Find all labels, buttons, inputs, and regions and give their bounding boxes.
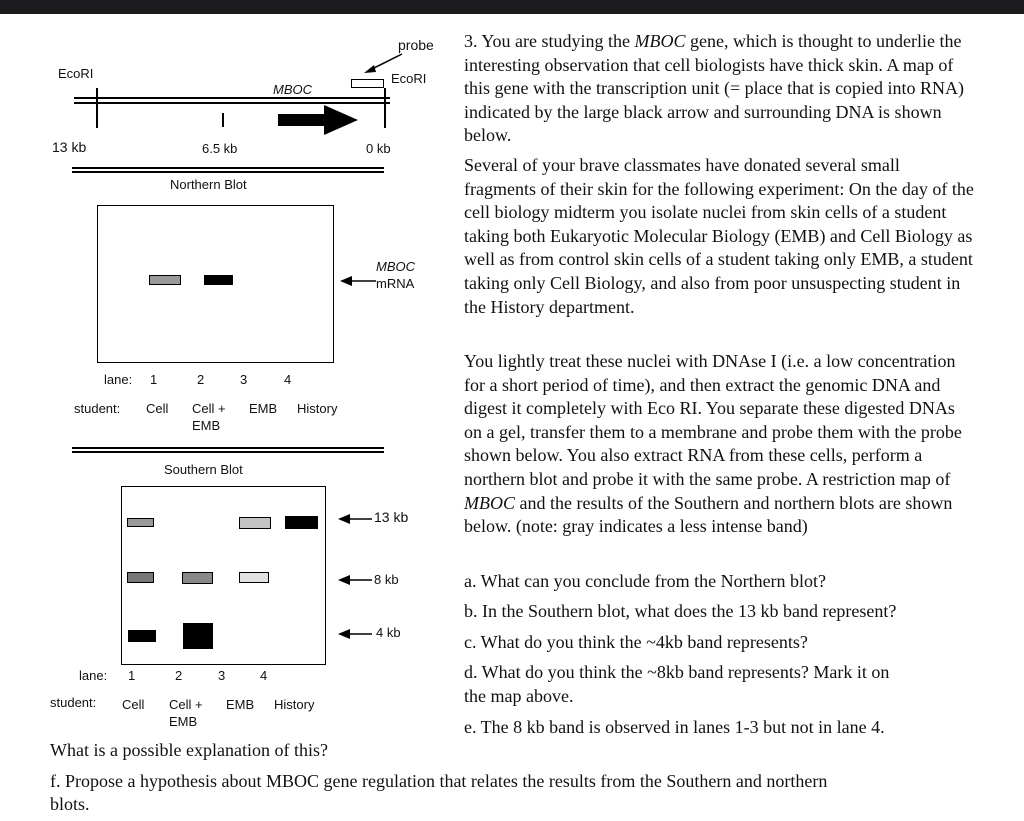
- intro-text-a: You are studying the: [481, 31, 631, 51]
- northern-lane-1: 1: [150, 372, 158, 387]
- dna-line-top: [74, 97, 390, 99]
- southern-student-2-line2: EMB: [169, 714, 198, 729]
- northern-lane-4: 4: [284, 372, 292, 387]
- divider-mid-a: [72, 447, 384, 449]
- southern-band-13kb-lane1: [127, 518, 154, 527]
- northern-lane-2: 2: [197, 372, 205, 387]
- southern-band-8kb-lane3: [239, 572, 269, 583]
- scale-mid-label: 6.5 kb: [202, 141, 238, 156]
- northern-student-2-line2: EMB: [192, 418, 221, 433]
- divider-mid-b: [72, 451, 384, 453]
- question-paragraph-2: Several of your brave classmates have donated several small fragments of their skin for the following experiment: On the day of the cell biology midterm you isolate nuclei from skin cells of a student taking both Eukaryotic Molecular Biology (EMB) and Cell Biology as well as from control skin cells of a student taking only EMB, a student taking only Cell Biology, and also from poor unsuspecting student in the History department.: [464, 155, 974, 317]
- southern-lane-1: 1: [128, 668, 136, 683]
- size-label-4kb: 4 kb: [376, 625, 401, 640]
- southern-band-13kb-lane4: [285, 516, 318, 529]
- southern-student-3: EMB: [226, 697, 255, 712]
- southern-lane-3: 3: [218, 668, 226, 683]
- northern-student-3: EMB: [249, 401, 278, 416]
- question-f-line1: f. Propose a hypothesis about MBOC gene regulation that relates the results from the Southern and northern: [50, 771, 828, 791]
- question-b: b. In the Southern blot, what does the 13 kb band represent?: [464, 601, 897, 621]
- northern-student-label: student:: [74, 401, 121, 416]
- ecori-right-site: [384, 88, 386, 128]
- intro-text-b: gene, which is thought to underlie the interesting observation that cell biologists have thick skin. A map of this gene with the transcription unit (= place that is copied into RNA) indicated by the large black arrow and surrounding DNA is shown below.: [464, 31, 965, 146]
- paragraph-3-gene-name: MBOC: [464, 492, 515, 513]
- probe-box: [351, 79, 384, 88]
- ecori-right-label: EcoRI: [391, 71, 427, 86]
- southern-title: Southern Blot: [164, 462, 243, 477]
- size-arrow-4kb: [338, 627, 372, 641]
- midpoint-tick: [222, 113, 224, 127]
- southern-lane-2: 2: [175, 668, 183, 683]
- southern-band-4kb-lane1: [128, 630, 156, 642]
- question-e: e. The 8 kb band is observed in lanes 1-3 but not in lane 4.: [464, 717, 885, 737]
- southern-student-1: Cell: [122, 697, 145, 712]
- question-d-line2: the map above.: [464, 686, 574, 706]
- northern-title: Northern Blot: [170, 177, 247, 192]
- size-arrow-13kb: [338, 512, 372, 526]
- size-label-8kb: 8 kb: [374, 572, 399, 587]
- northern-lane-3: 3: [240, 372, 248, 387]
- northern-student-4: History: [297, 401, 338, 416]
- southern-student-label: student:: [50, 695, 97, 710]
- ecori-left-label: EcoRI: [58, 66, 94, 81]
- southern-band-8kb-lane2: [182, 572, 213, 584]
- probe-label: probe: [398, 37, 434, 53]
- southern-student-2: Cell +: [169, 697, 203, 712]
- question-e-line2: What is a possible explanation of this?: [50, 740, 328, 760]
- question-d-line1: d. What do you think the ~8kb band represents? Mark it on: [464, 662, 890, 682]
- scale-right-label: 0 kb: [366, 141, 391, 156]
- northern-student-2: Cell +: [192, 401, 226, 416]
- southern-student-4: History: [274, 697, 315, 712]
- southern-lane-4: 4: [260, 668, 268, 683]
- question-paragraph-3: [464, 350, 976, 539]
- question-number: 3.: [464, 31, 478, 51]
- southern-band-8kb-lane1: [127, 572, 154, 583]
- top-bar: [0, 0, 1024, 14]
- question-a: a. What can you conclude from the Northern blot?: [464, 571, 827, 591]
- southern-band-13kb-lane3: [239, 517, 271, 529]
- northern-band-lane1: [149, 275, 181, 285]
- southern-lane-label: lane:: [79, 668, 108, 683]
- question-c: c. What do you think the ~4kb band represents?: [464, 632, 808, 652]
- gene-label: MBOC: [273, 82, 312, 97]
- question-f-line2: blots.: [50, 794, 90, 814]
- northern-lane-label: lane:: [104, 372, 133, 387]
- northern-band-lane2: [204, 275, 233, 285]
- transcription-unit-arrow: [278, 104, 360, 136]
- size-arrow-8kb: [338, 573, 372, 587]
- southern-band-4kb-lane2: [183, 623, 213, 649]
- intro-gene-name: MBOC: [634, 31, 686, 51]
- mrna-gene-label: MBOC: [376, 259, 415, 274]
- paragraph-3-text-b: and the results of the Southern and northern blots are shown below. (note: gray indicates a less intense band): [464, 492, 953, 537]
- paragraph-3-text-a: You lightly treat these nuclei with DNAse I (i.e. a low concentration for a short period of time), and then extract the genomic DNA and digest it completely with Eco RI. You separate these digested DNAs on a gel, transfer them to a membrane and probe them with the probe shown below. You also extract RNA from these cells, perform a northern blot and probe it with the same probe. A restriction map of: [464, 351, 962, 489]
- size-label-13kb: 13 kb: [374, 509, 409, 525]
- divider-top-b: [72, 171, 384, 173]
- scale-left-label: 13 kb: [52, 139, 87, 155]
- mrna-label: mRNA: [376, 276, 415, 291]
- northern-student-1: Cell: [146, 401, 169, 416]
- mrna-pointer-arrow: [340, 274, 376, 288]
- question-intro: [464, 30, 976, 148]
- divider-top-a: [72, 167, 384, 169]
- ecori-left-site: [96, 88, 98, 128]
